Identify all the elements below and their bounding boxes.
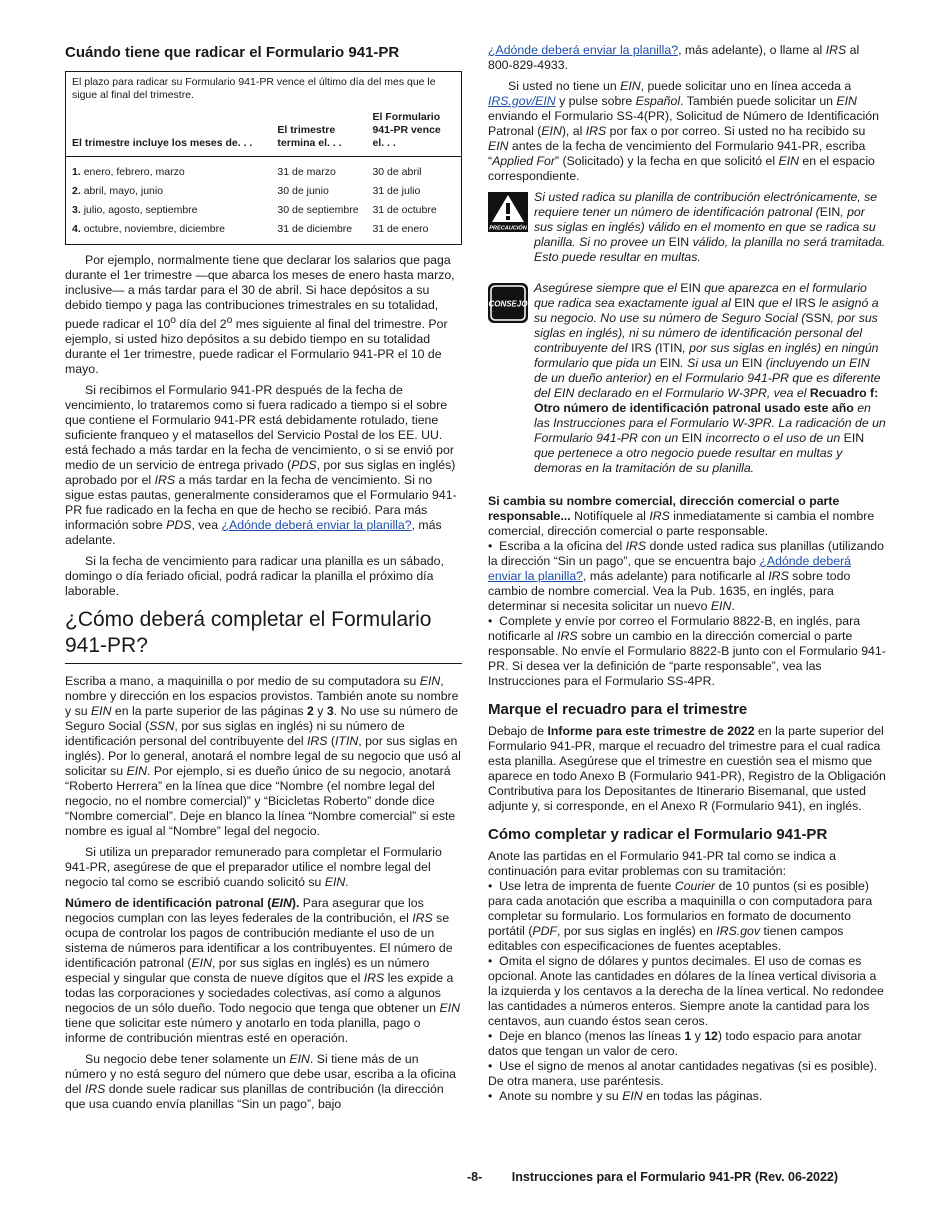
row-ends: 30 de septiembre [277,204,359,216]
page-number: -8- [467,1170,483,1184]
header-quarter-ends: El trimestre termina el. . . [271,108,366,157]
paragraph-only-one-ein: Su negocio debe tener solamente un EIN. Si tiene más de un número y no está seguro del número que debe usar, escriba a la oficina del IRS donde suele radicar sus planillas de contribución (la dirección que usa cuando envía planillas “Sin un pago”, bajo [65,1052,457,1112]
paragraph-mark-box: Debajo de Informe para este trimestre de 2022 en la parte superior del Formulario 941-PR, marque el recuadro del trimestre para el cual radica esta planilla. Asegúrese que el trimestre en cuestión sea el mismo que aparece en todo Anexo B (Formulario 941-PR), Registro de la Obligación Contributiva para los Depositantes de Itinerario Bisemanal, que usted adjunte y, si corresponde, en el Anexo R (Formulario 941), en inglés. [488,724,886,813]
bullet-name-ein: • Anote su nombre y su EIN en todas las páginas. [488,1089,763,1103]
header-quarter-months: El trimestre incluye los meses de. . . [66,108,272,157]
paragraph-complete-intro: Anote las partidas en el Formulario 941-PR tal como se indica a continuación para evitar problemas con su tramitación: [488,849,836,878]
svg-text:CONSEJO: CONSEJO [488,299,528,309]
bullet-change-address: • Complete y envíe por correo el Formulario 8822-B, en inglés, para notificarle al IRS sobre un cambio en la dirección comercial o parte responsable. No envíe el Formulario 8822-B junto con el Formulario 941-PR. Si desea ver la definición de “parte responsable”, vea las Instrucciones para el Formulario SS-4PR. [488,614,886,688]
where-to-send-link[interactable]: ¿Adónde deberá enviar la planilla? [221,518,412,533]
bullet-blank: • Deje en blanco (menos las líneas 1 y 12) todo espacio para anotar datos que tengan un valor de cero. [488,1029,862,1058]
right-column [488,43,886,1104]
paragraph-late-received: Si recibimos el Formulario 941-PR después de la fecha de vencimiento, lo trataremos como si fuera radicado a tiempo si el sobre que contiene el Formulario 941-PR está debidamente rotulado, tiene suficiente franqueo y el matasellos del Servicio Postal de los EE. UU. está fechado a más tardar en la fecha de vencimiento, o si se envió por medio de un servicio de entrega privado (PDS, por sus siglas en inglés) aprobado por el IRS a más tardar en la fecha de vencimiento. Si no sigue estas pautas, generalmente consideramos que el Formulario 941-PR fue radicado en la fecha en que de hecho se recibió. Para más información sobre PDS, vea ¿Adónde deberá enviar la planilla?, más adelante. [65,383,457,548]
row-number: 3. [72,204,81,216]
row-due: 31 de enero [372,223,429,235]
row-months: julio, agosto, septiembre [83,204,198,216]
where-to-send-link[interactable]: ¿Adónde deberá enviar la planilla? [488,554,852,583]
where-to-send-link[interactable]: ¿Adónde deberá enviar la planilla? [488,43,679,57]
table-row [66,182,462,201]
heading-mark-box: Marque el recuadro para el trimestre [488,701,748,718]
due-date-table [65,71,462,245]
row-due: 30 de abril [372,166,422,178]
bullet-negative: • Use el signo de menos al anotar cantidades negativas (si es posible). De otra manera, use paréntesis. [488,1059,878,1088]
row-months: octubre, noviembre, diciembre [83,223,225,235]
row-ends: 31 de diciembre [277,223,353,235]
table-row [66,201,462,220]
svg-text:PRECAUCIÓN: PRECAUCIÓN [489,225,527,232]
row-months: abril, mayo, junio [83,185,164,197]
table-intro: El plazo para radicar su Formulario 941-PR vence el último día del mes que le sigue al final del trimestre. [72,76,436,101]
paragraph-write-ein: Escriba a mano, a maquinilla o por medio de su computadora su EIN, nombre y dirección en los espacios provistos. También anote su nombre y su EIN en la parte superior de las páginas 2 y 3. No use su número de Seguro Social (SSN, por sus siglas en inglés) ni su número de identificación personal del contribuyente del IRS (ITIN, por sus siglas en inglés). Por lo general, anotará el nombre legal de su negocio que usó al solicitar su EIN. Por ejemplo, si es dueño único de su negocio, anotará “Roberto Herrera” en la línea que dice “Nombre (el nombre legal del negocio, no el nombre comercial)” y “Bicicletas Roberto” donde dice “Nombre comercial”. Deje en blanco la línea “Nombre comercial” si este nombre es igual al “Nombre” legal del negocio. [65,674,461,839]
paragraph-no-ein: Si usted no tiene un EIN, puede solicitar uno en línea acceda a IRS.gov/EIN y pulse sobre Español. También puede solicitar un EIN enviando el Formulario SS-4(PR), Solicitud de Número de Identificación Patronal (EIN), al IRS por fax o por correo. Si usted no ha recibido su EIN antes de la fecha de vencimiento del Formulario 941-PR, escriba “Applied For” (Solicitado) y la fecha en que solicitó el EIN en el espacio correspondiente. [488,79,879,183]
row-number: 1. [72,166,81,178]
row-months: enero, febrero, marzo [83,166,185,178]
row-due: 31 de julio [372,185,421,197]
tip-note: CONSEJO Asegúrese siempre que el EIN que aparezca en el formulario que radica sea exactamente igual al EIN que el IRS le asignó a su negocio. No use su número de Seguro Social (SSN, por sus siglas en inglés), ni su número de identificación personal del contribuyente del IRS (ITIN, por sus siglas en inglés) en ningún formulario que pida un EIN. Si usa un EIN (incluyendo un EIN de un dueño anterior) en el Formulario 941-PR que es diferente del EIN declarado en el Formulario W-3PR, vea el Recuadro f: Otro número de identificación patronal usado este año en las Instrucciones para el Formulario W-3PR. La radicación de un Formulario 941-PR con un EIN incorrecto o el uso de un EIN que pertenece a otro negocio puede resultar en multas y demoras en la tramitación de su planilla. [488,281,886,475]
row-ends: 31 de marzo [277,166,336,178]
row-number: 4. [72,223,81,235]
caution-note: PRECAUCIÓN Si usted radica su planilla de contribución electrónicamente, se requiere tener un número de identificación patronal (EIN, por sus siglas en inglés) válido en el momento en que se radica su planilla. Si no provee un EIN válido, la planilla no será tramitada. Esto puede resultar en multas. [489,190,886,264]
page-footer [467,1170,838,1185]
paragraph-continuation: ¿Adónde deberá enviar la planilla?, más adelante), o llame al IRS al 800-829-4933. [488,43,860,72]
caution-icon [488,192,528,232]
left-column [65,40,462,1118]
paragraph-change-name: Si cambia su nombre comercial, dirección comercial o parte responsable... Notifíquele al IRS inmediatamente si cambia el nombre comercial, dirección comercial o parte responsable. [488,494,875,538]
table-header-row [66,108,462,157]
irs-gov-ein-link[interactable]: IRS.gov/EIN [488,94,556,108]
bullet-font: • Use letra de imprenta de fuente Courier de 10 puntos (si es posible) para cada anotación que escriba a maquinilla o con computadora para completar su formulario. Los formularios en formato de documento portátil (PDF, por sus siglas en inglés) en IRS.gov tienen campos editables con especificaciones de fuentes aceptables. [488,879,873,953]
bullet-change-name: • Escriba a la oficina del IRS donde usted radica sus planillas (utilizando la dirección “Sin un pago”, que se encuentra bajo ¿Adónde deberá enviar la planilla?, más adelante) para notificarle al IRS sobre todo cambio de nombre comercial. Vea la Pub. 1635, en inglés, para determinar si necesita solicitar un nuevo EIN. [488,539,884,613]
table-row [66,157,462,183]
row-due: 31 de octubre [372,204,437,216]
paragraph-weekend: Si la fecha de vencimiento para radicar una planilla es un sábado, domingo o día feriado oficial, podrá radicar la planilla el próximo día laborable. [65,554,444,599]
table-row [66,220,462,245]
paragraph-example: Por ejemplo, normalmente tiene que declarar los salarios que paga durante el 1er trimestre —que abarca los meses de enero hasta marzo, inclusive— a más tardar para el 30 de abril. Si hace depósitos a su debido tiempo y paga las contribuciones trimestrales en su totalidad, puede radicar el 10$^o$ día del 2$^o$ mes siguiente al final del trimestre. Por ejemplo, si usted hizo depósitos a su debido tiempo en su totalidad durante el 1er trimestre, puede radicar el Formulario 941-PR el 10 de mayo. [65,253,455,377]
heading-how-to-complete: ¿Cómo deberá completar el Formulario 941-PR? [65,607,462,664]
heading-complete-file: Cómo completar y radicar el Formulario 941-PR [488,826,828,843]
paragraph-paid-preparer: Si utiliza un preparador remunerado para completar el Formulario 941-PR, asegúrese de que el preparador utilice el nombre legal del negocio tal como se escribió cuando solicitó su EIN. [65,845,442,890]
bullet-dollars: • Omita el signo de dólares y puntos decimales. El uso de comas es opcional. Anote las cantidades en dólares de la línea vertical divisoria a la izquierda y los centavos a la derecha de la línea vertical. No redondee las cantidades a números enteros. Siempre anote la cantidad para los centavos, aun cuando éstos sean ceros. [488,954,884,1028]
row-ends: 30 de junio [277,185,329,197]
row-number: 2. [72,185,81,197]
heading-when-to-file: Cuándo tiene que radicar el Formulario 941-PR [65,44,400,61]
tip-icon [488,283,528,323]
footer-title: Instrucciones para el Formulario 941-PR (Rev. 06-2022) [511,1170,839,1184]
header-form-due: El Formulario 941-PR vence el. . . [366,108,461,157]
paragraph-ein-definition: Número de identificación patronal (EIN). Para asegurar que los negocios cumplan con las leyes federales de la contribución, el IRS se ocupa de controlar los pagos de contribución mediante el uso de un sistema de números para identificar a los contribuyentes. El número de identificación patronal (EIN, por sus siglas en inglés) es un número especial y singular que consta de nueve dígitos que el IRS les expide a todas las corporaciones y sociedades colectivas, así como a algunos negocios de un sólo dueño. Todo negocio que tenga que obtener un EIN tiene que solicitar este número y anotarlo en toda planilla, pago o informe de contribución mientras esté en operación. [65,896,460,1046]
